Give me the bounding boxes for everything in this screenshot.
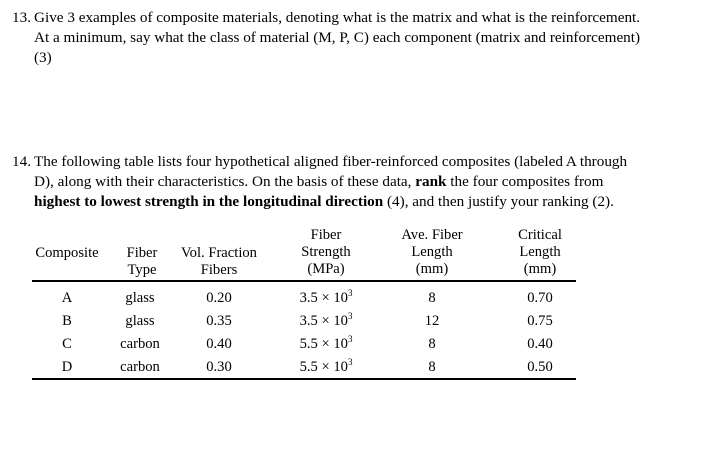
row-d-composite: D [61, 359, 73, 375]
row-c-composite: C [62, 336, 72, 352]
row-d-fiber-type: carbon [120, 359, 160, 375]
header-vol-fraction-line-2: Fibers [200, 262, 238, 278]
row-b-fiber-strength: $3.5 \times 10^3$ [299, 311, 353, 329]
question-14-rank-emphasis: rank [415, 173, 447, 190]
header-ave-length-line-2: Length [411, 244, 453, 260]
question-14-number: 14. [12, 153, 31, 170]
row-d-vol-fraction: 0.30 [206, 359, 232, 375]
row-d-critical-length: 0.50 [527, 359, 553, 375]
question-13-line-2: At a minimum, say what the class of material (M, P, C) each component (matrix and reinforcement) [34, 29, 641, 46]
row-c-fiber-strength: $5.5 \times 10^3$ [299, 334, 353, 352]
row-a-fiber-strength: $3.5 \times 10^3$ [299, 288, 353, 306]
question-13-line-1: Give 3 examples of composite materials, denoting what is the matrix and what is the reinforcement. [34, 9, 641, 26]
row-a-ave-length: 8 [428, 290, 436, 306]
row-a-composite: A [61, 290, 73, 306]
header-fiber-type-line-2: Type [127, 262, 157, 278]
header-critical-length-line-3: (mm) [523, 261, 557, 277]
row-b-fiber-type: glass [125, 313, 155, 329]
header-rule [32, 280, 576, 282]
row-c-ave-length: 8 [428, 336, 436, 352]
row-c-critical-length: 0.40 [527, 336, 553, 352]
header-ave-length-line-1: Ave. Fiber [401, 227, 463, 243]
question-14-line-2-text: D), along with their characteristics. On the basis of these data, [34, 173, 416, 190]
row-d-ave-length: 8 [428, 359, 436, 375]
row-c-fiber-type: carbon [120, 336, 160, 352]
row-b-composite: B [62, 313, 72, 329]
row-a-vol-fraction: 0.20 [206, 290, 232, 306]
question-13-line-3: (3) [34, 49, 52, 66]
row-d-fiber-strength: $5.5 \times 10^3$ [299, 357, 353, 375]
header-critical-length-line-1: Critical [518, 227, 562, 243]
row-b-ave-length: 12 [424, 313, 440, 329]
row-a-fiber-type: glass [125, 290, 155, 306]
row-b-vol-fraction: 0.35 [206, 313, 232, 329]
question-14-line-2-end: the four composites from [446, 173, 604, 190]
header-fiber-strength-line-3: (MPa) [307, 261, 345, 277]
header-critical-length-line-2: Length [519, 244, 561, 260]
question-13-number: 13. [12, 9, 31, 26]
header-fiber-strength-line-2: Strength [301, 244, 351, 260]
header-composite: Composite [35, 245, 99, 261]
header-fiber-type-line-1: Fiber [126, 245, 158, 261]
header-ave-length-line-3: (mm) [415, 261, 449, 277]
bottom-rule [32, 378, 576, 380]
row-c-vol-fraction: 0.40 [206, 336, 232, 352]
question-14-line-1: The following table lists four hypothetical aligned fiber-reinforced composites (labeled A through [34, 153, 628, 170]
question-14-direction-emphasis: highest to lowest strength in the longitudinal direction [34, 193, 384, 210]
row-b-critical-length: 0.75 [527, 313, 553, 329]
header-fiber-strength-line-1: Fiber [310, 227, 342, 243]
row-a-critical-length: 0.70 [527, 290, 553, 306]
header-vol-fraction-line-1: Vol. Fraction [181, 245, 257, 261]
question-14-line-3-end: (4), and then justify your ranking (2). [383, 193, 614, 210]
